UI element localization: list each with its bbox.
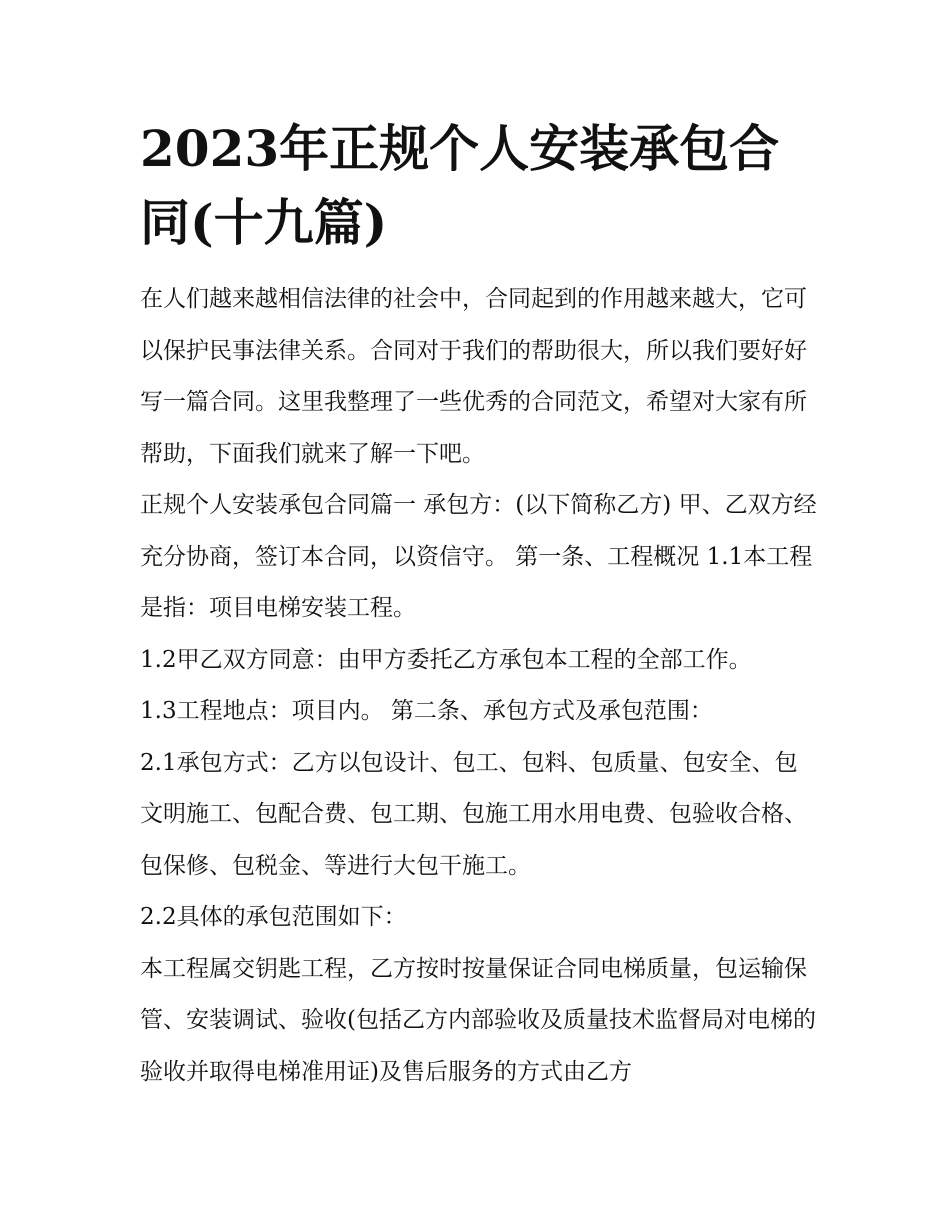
clause-1-2: 1.2甲乙双方同意：由甲方委托乙方承包本工程的全部工作。: [140, 646, 752, 673]
clause-2-2: 2.2具体的承包范围如下：: [140, 904, 407, 930]
scope-paragraph: 本工程属交钥匙工程，乙方按时按量保证合同电梯质量，包运输保管、安装调试、验收(包括乙方内部验收及质量技术监督局对电梯的验收并取得电梯准用证)及售后服务的方式由乙方: [140, 955, 816, 1085]
clause-2-1: 2.1承包方式：乙方以包设计、包工、包料、包质量、包安全、包文明施工、包配合费、包工期、包施工用水用电费、包验收合格、包保修、包税金、等进行大包干施工。: [140, 749, 807, 879]
document-title: 2023年正规个人安装承包合同(十九篇): [140, 119, 780, 252]
contract-opening-paragraph: 正规个人安装承包合同篇一 承包方：(以下简称乙方) 甲、乙双方经充分协商，签订本合同，以资信守。 第一条、工程概况 1.1本工程是指：项目电梯安装工程。: [140, 492, 817, 621]
intro-paragraph: 在人们越来越相信法律的社会中，合同起到的作用越来越大，它可以保护民事法律关系。合同对于我们的帮助很大，所以我们要好好写一篇合同。这里我整理了一些优秀的合同范文，希望对大家有所帮助，下面我们就来了解一下吧。: [140, 286, 807, 467]
document-page: [140, 112, 820, 1098]
clause-1-3: 1.3工程地点：项目内。 第二条、承包方式及承包范围：: [140, 698, 713, 724]
